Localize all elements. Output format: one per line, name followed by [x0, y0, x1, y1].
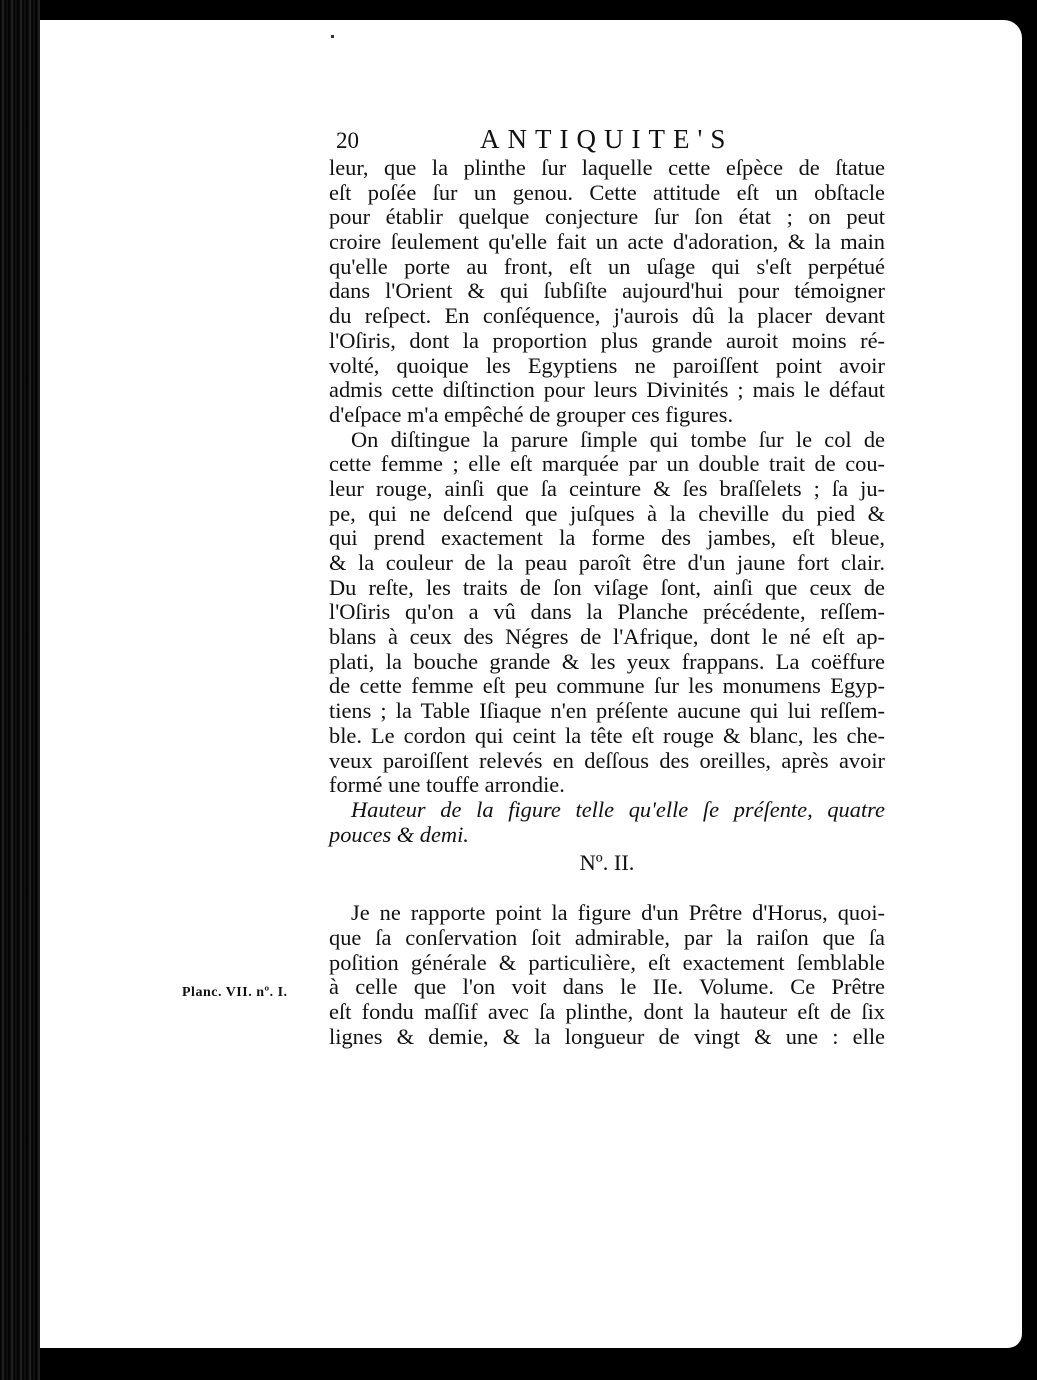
- text-line: poſition générale & particulière, eſt exactement ſemblable: [329, 949, 885, 975]
- text-line: l'Oſiris, dont la proportion plus grande auroit moins ré-: [329, 327, 885, 353]
- text-line: à celle que l'on voit dans le IIe. Volume. Ce Prêtre: [329, 974, 885, 1000]
- text-line: pe, qui ne deſcend que juſques à la cheville du pied &: [329, 500, 885, 526]
- text-line: admis cette diſtinction pour leurs Divinités ; mais le défaut: [329, 377, 885, 403]
- text-line: ble. Le cordon qui ceint la tête eſt rouge & blanc, les che-: [329, 722, 885, 748]
- ink-speck: [331, 35, 334, 38]
- text-line: qu'elle porte au front, eſt un uſage qui s'eſt perpétué: [329, 253, 885, 279]
- text-line: volté, quoique les Egyptiens ne paroiſſent point avoir: [329, 352, 885, 378]
- section-heading: Nº. II.: [579, 850, 635, 876]
- text-line: leur rouge, ainſi que ſa ceinture & ſes braſſelets ; ſa ju-: [329, 475, 885, 501]
- text-line: de cette femme eſt peu commune ſur les monumens Egyp-: [329, 673, 885, 699]
- text-line: plati, la bouche grande & les yeux frappans. La coëffure: [329, 648, 885, 674]
- text-line: pouces & demi.: [329, 821, 469, 847]
- text-line: blans à ceux des Négres de l'Afrique, dont le né eſt ap-: [329, 624, 885, 650]
- running-head: ANTIQUITE'S: [480, 124, 734, 154]
- text-line: que ſa conſervation ſoit admirable, par la raiſon que ſa: [329, 924, 885, 950]
- text-line: d'eſpace m'a empêché de grouper ces figures.: [329, 401, 734, 427]
- marginal-note: Planc. VII. nº. I.: [182, 985, 288, 1000]
- text-line: veux paroiſſent relevés en deſſous des oreilles, après avoir: [329, 747, 885, 773]
- text-line: Du reſte, les traits de ſon viſage ſont, ainſi que ceux de: [329, 574, 885, 600]
- text-line: croire ſeulement qu'elle fait un acte d'adoration, & la main: [329, 229, 885, 255]
- text-line: qui prend exactement la forme des jambes, eſt bleue,: [329, 525, 885, 551]
- text-line: eſt poſée ſur un genou. Cette attitude eſt un obſtacle: [329, 179, 885, 205]
- text-line: tiens ; la Table Iſiaque n'en préſente aucune qui lui reſſem-: [329, 698, 885, 724]
- text-line: Hauteur de la figure telle qu'elle ſe préſente, quatre: [351, 796, 885, 822]
- scan-binding-edge: [0, 0, 40, 1380]
- text-line: cette femme ; elle eſt marquée par un double trait de cou-: [329, 451, 885, 477]
- text-line: pour établir quelque conjecture ſur ſon état ; on peut: [329, 204, 885, 230]
- text-line: leur, que la plinthe ſur laquelle cette eſpèce de ſtatue: [329, 155, 885, 180]
- text-line: lignes & demie, & la longueur de vingt & une : elle: [329, 1023, 885, 1049]
- text-line: l'Oſiris qu'on a vû dans la Planche précédente, reſſem-: [329, 599, 885, 625]
- text-line: On diſtingue la parure ſimple qui tombe ſur le col de: [351, 426, 885, 452]
- text-line: du reſpect. En conſéquence, j'aurois dû la placer devant: [329, 303, 885, 329]
- section-gap: [329, 881, 885, 901]
- text-line: eſt fondu maſſif avec ſa plinthe, dont la hauteur eſt de ſix: [329, 999, 885, 1024]
- text-line: & la couleur de la peau paroît être d'un jaune fort clair.: [329, 550, 885, 575]
- text-line: formé une touffe arrondie.: [329, 772, 565, 798]
- book-page: [40, 20, 1022, 1348]
- body-text: [329, 156, 885, 1049]
- text-line: Je ne rapporte point la figure d'un Prêtre d'Horus, quoi-: [351, 900, 885, 926]
- text-line: dans l'Orient & qui ſubſiſte aujourd'hui pour témoigner: [329, 278, 885, 304]
- page-number: 20: [336, 128, 359, 153]
